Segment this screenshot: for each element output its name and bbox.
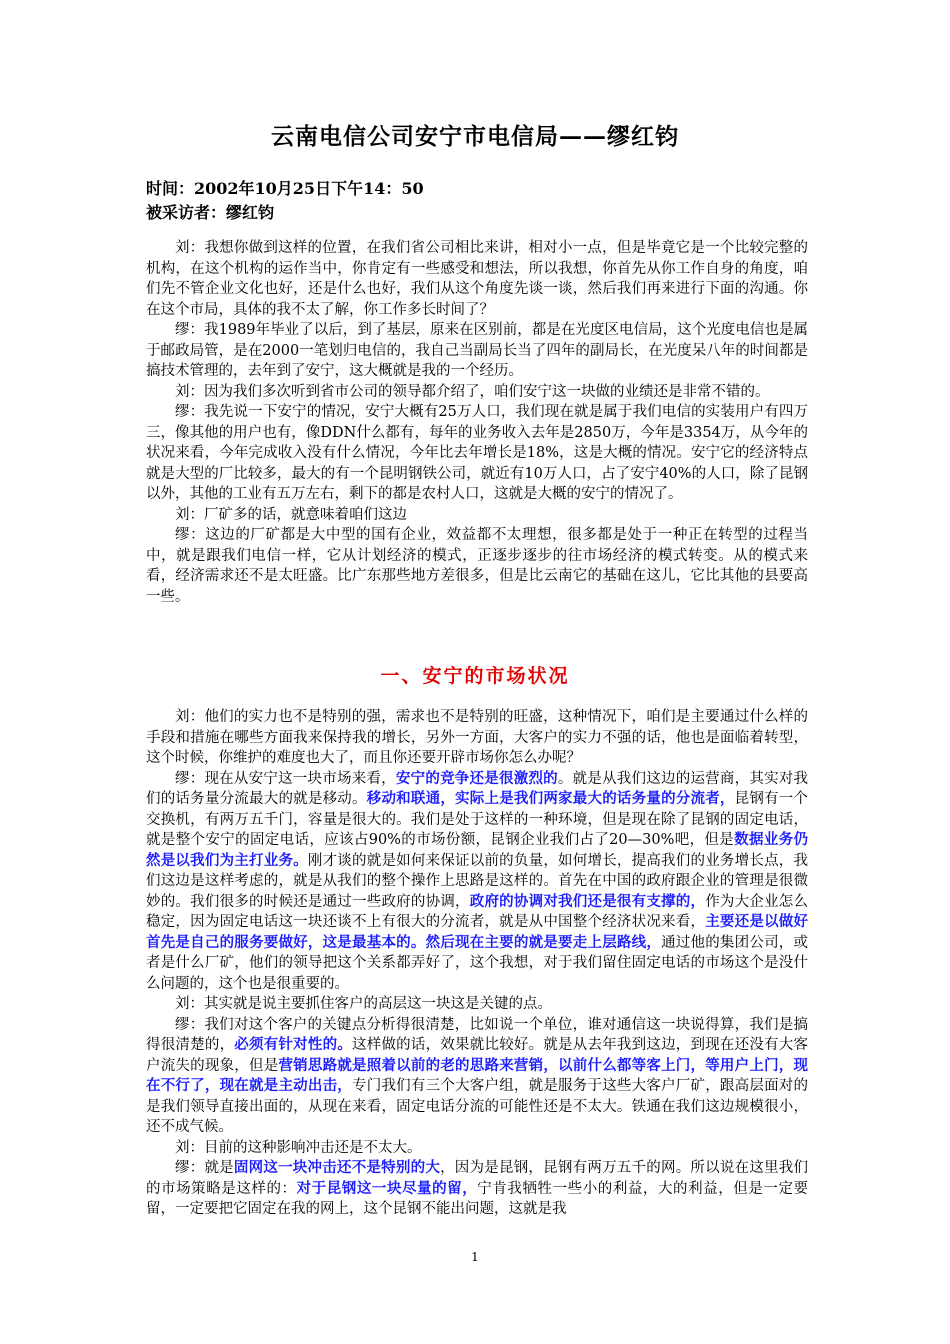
paragraph: 缪：这边的厂矿都是大中型的国有企业，效益都不太理想，很多都是处于一种正在转型的过程当中，就是跟我们电信一样，它从计划经济的模式，正逐步逐步的往市场经济的模式转变。从的模式来看，经济需求还不是太旺盛。比广东那些地方差很多，但是比云南它的基础在这儿，它比其他的县要高一些。 xyxy=(146,527,808,605)
text-run: 作为大企业怎么稳定，因为固定电话这一块还谈不上有很大的分流者，就是从中国整个经济状况来看， xyxy=(146,893,808,930)
highlighted-text: 固网这一块冲击还不是特别的大 xyxy=(233,1159,441,1176)
text-run: 刘：其实就是说主要抓住客户的高层这一块这是关键的点。 xyxy=(175,996,552,1012)
text-run: 通过他的集团公司，或者是什么厂矿，他们的领导把这个关系都弄好了，这个我想，对于我们留住固定电话的市场这个是没什么问题的，这个也是很重要的。 xyxy=(146,934,809,992)
paragraph xyxy=(146,769,808,995)
text-run: 缪：就是 xyxy=(175,1160,234,1176)
highlighted-text: 安宁的竞争还是很激烈的 xyxy=(395,769,558,787)
paragraph: 刘：我想你做到这样的位置，在我们省公司相比来讲，相对小一点，但是毕竟它是一个比较完整的机构，在这个机构的运作当中，你肯定有一些感受和想法，所以我想，你首先从你工作自身的角度，咱们先不管企业文化也好，还是什么也好，我们从这个角度先谈一谈，然后我们再来进行下面的沟通。你在这个市局，具体的我不太了解，你工作多长时间了？ xyxy=(146,240,808,318)
highlighted-text: 数据业务仍然是以我们为主打业务。 xyxy=(146,831,809,869)
text-run: 宁肯我牺牲一些小的利益，大的利益，但是一定要留，一定要把它固定在我的网上，这个昆钢不能出问题，这就是我 xyxy=(146,1180,809,1217)
paragraph xyxy=(146,994,808,1015)
text-run: 缪：我们对这个客户的关键点分析得很清楚，比如说一个单位，谁对通信这一块说得算，我们是搞得很清楚的， xyxy=(146,1016,808,1053)
text-run: 刘：目前的这种影响冲击还是不太大。 xyxy=(175,1139,422,1156)
text-run: ，因为是昆钢，昆钢有两万五千的网。所以说在这里我们的市场策略是这样的： xyxy=(146,1160,809,1197)
paragraph: 缪：我1989年毕业了以后，到了基层，原来在区别前，都是在光度区电信局，这个光度电信也是属于邮政局管，是在2000一笔划归电信的，我自己当副局长当了四年的副局长，在光度呆八年的时间都是搞技术管理的，去年到了安宁，这大概就是我的一个经历。 xyxy=(146,322,808,379)
highlighted-text: 移动和联通，实际上是我们两家最大的话务量的分流者， xyxy=(366,790,735,807)
interview-time: 时间：2002年10月25日下午14：50 xyxy=(146,179,424,198)
text-run: 缪：现在从安宁这一块市场来看， xyxy=(175,770,396,787)
paragraph xyxy=(146,707,808,769)
document-title: 云南电信公司安宁市电信局——缪红钧 xyxy=(271,123,679,150)
paragraph: 缪：我先说一下安宁的情况，安宁大概有25万人口，我们现在就是属于我们电信的实装用户有四万三，像其他的用户也有，像DDN什么都有，每年的业务收入去年是2850万，今年是3354万，从今年的状况来看，今年完成收入没有什么情况，今年比去年增长是18%，这是大概的情况。安宁它的经济特点就是大型的厂比较多，最大的有一个昆明钢铁公司，就近有10万人口，占了安宁40%的人口，除了昆钢以外，其他的工业有五万左右，剩下的都是农村人口，这就是大概的安宁的情况了。 xyxy=(146,404,808,502)
paragraph: 刘：因为我们多次听到省市公司的领导都介绍了，咱们安宁这一块做的业绩还是非常不错的。 xyxy=(175,383,770,400)
text-run: 昆钢有一个交换机，有两万五千门，容量是很大的。我们是处于这样的一种环境，但是现在除了昆钢的固定电话，就是整个安宁的固定电话，应该占90%的市场份额，昆钢企业我们占了20—30%吧，但是 xyxy=(146,791,809,848)
text-run: 刚才谈的就是如何来保证以前的负量，如何增长，提高我们的业务增长点，我们这边是这样考虑的，就是从我们的整个操作上思路是这样的。首先在中国的政府跟企业的管理是很微妙的。我们很多的时候还是通过一些政府的协调， xyxy=(146,852,808,910)
text-run: 专门我们有三个大客户组，就是服务于这些大客户厂矿，跟高层面对的是我们领导直接出面的，从现在来看，固定电话分流的可能性还是不太大。铁通在我们这边规模很小，还不成气候。 xyxy=(146,1078,809,1135)
intro-dialogue xyxy=(146,238,808,607)
text-run: 这样做的话，效果就比较好。就是从去年我到这边，到现在还没有大客户流失的现象，但是 xyxy=(146,1037,809,1074)
section-dialogue xyxy=(146,707,808,1220)
highlighted-text: 营销思路就是照着以前的老的思路来营销，以前什么都等客上门，等用户上门，现在不行了，现在就是主动出击， xyxy=(146,1056,809,1094)
highlighted-text: 必须有针对性的。 xyxy=(234,1036,353,1053)
interviewee: 被采访者：缪红钧 xyxy=(146,203,275,222)
highlighted-text: 对于昆钢这一块尽量的留， xyxy=(296,1179,478,1197)
paragraph xyxy=(146,1015,808,1138)
highlighted-text: 主要还是以做好首先是自己的服务要做好，这是最基本的。然后现在主要的就是要走上层路线， xyxy=(146,913,808,951)
page-number: 1 xyxy=(471,1250,479,1264)
paragraph: 刘：厂矿多的话，就意味着咱们这边 xyxy=(175,506,407,523)
text-run: 刘：他们的实力也不是特别的强，需求也不是特别的旺盛，这种情况下，咱们是主要通过什么样的手段和措施在哪些方面我来保持我的增长，另外一方面，大客户的实力不强的话，他也是面临着转型，这个时候，你维护的难度也大了，而且你还要开辟市场你怎么办呢？ xyxy=(146,709,808,766)
highlighted-text: 政府的协调对我们还是很有支撑的， xyxy=(469,892,706,910)
section-heading: 一、安宁的市场状况 xyxy=(380,665,570,687)
paragraph xyxy=(146,1138,808,1159)
text-run: 。就是从我们这边的运营商，其实对我们的话务量分流最大的就是移动。 xyxy=(146,770,809,807)
paragraph xyxy=(146,1158,808,1220)
